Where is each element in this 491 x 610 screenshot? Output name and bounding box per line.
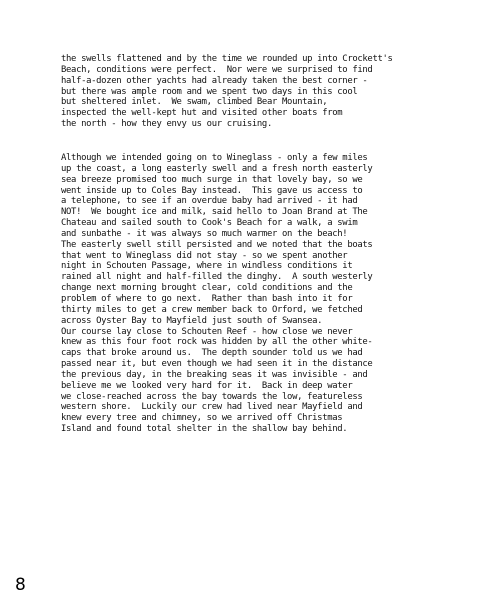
text-line: night in Schouten Passage, where in windless conditions it	[61, 261, 353, 272]
text-line: the swells flattened and by the time we rounded up into Crockett's	[61, 54, 393, 64]
text-line: rained all night and half-filled the dinghy. A south westerly	[61, 272, 373, 283]
text-line: believe me we looked very hard for it. Back in deep water	[61, 380, 353, 391]
text-line: caps that broke around us. The depth sounder told us we had	[61, 348, 363, 359]
text-line: Our course lay close to Schouten Reef - how close we never	[61, 326, 353, 337]
text-line: up the coast, a long easterly swell and a fresh north easterly	[61, 163, 373, 174]
text-line: a telephone, to see if an overdue baby had arrived - it had	[61, 196, 358, 207]
text-line: but sheltered inlet. We swam, climbed Bear Mountain,	[61, 97, 328, 108]
paragraph-wineglass-to-christmas-island	[61, 153, 481, 435]
text-line: that went to Wineglass did not stay - so we spent another	[61, 250, 348, 261]
text-line: change next morning brought clear, cold conditions and the	[61, 283, 353, 294]
text-line: Chateau and sailed south to Cook's Beach for a walk, a swim	[61, 218, 358, 229]
text-line: inspected the well-kept hut and visited other boats from	[61, 108, 343, 119]
text-line: across Oyster Bay to Mayfield just south of Swansea.	[61, 315, 323, 326]
text-line: knew as this four foot rock was hidden by all the other white-	[61, 337, 373, 348]
text-line: The easterly swell still persisted and we noted that the boats	[61, 239, 373, 250]
text-line: and sunbathe - it was always so much warmer on the beach!	[61, 228, 348, 239]
text-line: NOT! We bought ice and milk, said hello to Joan Brand at The	[61, 207, 368, 218]
text-line: Beach, conditions were perfect. Nor were we surprised to find	[61, 64, 373, 75]
text-line: passed near it, but even though we had seen it in the distance	[61, 359, 373, 370]
text-line: the previous day, in the breaking seas it was invisible - and	[61, 369, 368, 380]
text-line: problem of where to go next. Rather than bash into it for	[61, 293, 353, 304]
text-line: Island and found total shelter in the shallow bay behind.	[61, 424, 348, 435]
paragraph-crocketts-beach	[61, 54, 481, 130]
text-line: western shore. Luckily our crew had lived near Mayfield and	[61, 402, 363, 413]
text-line: went inside up to Coles Bay instead. This gave us access to	[61, 185, 363, 196]
text-line: Although we intended going on to Wineglass - only a few miles	[61, 153, 368, 163]
text-line: we close-reached across the bay towards the low, featureless	[61, 391, 363, 402]
text-line: half-a-dozen other yachts had already taken the best corner -	[61, 75, 368, 86]
text-line: the north - how they envy us our cruising.	[61, 119, 272, 130]
text-line: knew every tree and chimney, so we arrived off Christmas	[61, 413, 343, 424]
text-line: sea breeze promised too much surge in that lovely bay, so we	[61, 174, 363, 185]
text-line: thirty miles to get a crew member back to Orford, we fetched	[61, 304, 363, 315]
text-line: but there was ample room and we spent two days in this cool	[61, 86, 358, 97]
page-number: 8	[15, 575, 26, 595]
